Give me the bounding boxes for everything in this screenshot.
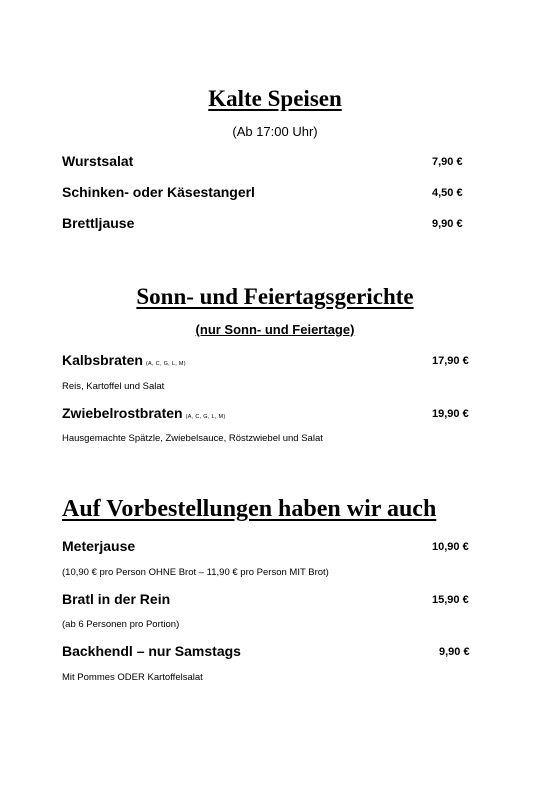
menu-item-price: 15,90 € [432,594,469,606]
menu-item-name: Backhendl – nur Samstags [62,643,241,659]
menu-item-name-row [62,405,226,421]
menu-item-price: 10,90 € [432,541,469,553]
menu-item-name: Kalbsbraten [62,352,143,368]
menu-item-price: 7,90 € [432,156,463,168]
menu-item-name-row [62,352,186,368]
section-title-sonn-feiertag: Sonn- und Feiertagsgerichte [136,284,414,309]
menu-item-name: Schinken- oder Käsestangerl [62,184,255,200]
allergen-codes: (A, C, G, L, M) [145,361,186,367]
menu-item-description: Mit Pommes ODER Kartoffelsalat [62,672,203,683]
menu-item-name: Zwiebelrostbraten [62,405,183,421]
allergen-codes: (A, C, G, L, M) [185,414,226,420]
menu-item-name: Meterjause [62,538,136,554]
menu-item-description: (ab 6 Personen pro Portion) [62,619,180,630]
menu-item-price: 19,90 € [432,408,469,420]
section-subtitle-kalte-speisen: (Ab 17:00 Uhr) [232,124,318,139]
menu-item-description: (10,90 € pro Person OHNE Brot – 11,90 € pro Person MIT Brot) [62,567,329,578]
menu-item-name: Wurstsalat [62,153,134,169]
menu-item-price: 4,50 € [432,187,463,199]
menu-item-description: Hausgemachte Spätzle, Zwiebelsauce, Röstzwiebel und Salat [62,433,323,444]
menu-item-price: 9,90 € [439,646,470,658]
menu-item-description: Reis, Kartoffel und Salat [62,381,165,392]
section-subtitle-sonn-feiertag: (nur Sonn- und Feiertage) [195,322,355,337]
section-title-vorbestellungen: Auf Vorbestellungen haben wir auch [62,496,437,522]
section-title-kalte-speisen: Kalte Speisen [208,86,342,111]
menu-item-price: 17,90 € [432,355,469,367]
menu-item-name: Bratl in der Rein [62,591,171,607]
menu-item-name: Brettljause [62,215,135,231]
menu-item-price: 9,90 € [432,218,463,230]
